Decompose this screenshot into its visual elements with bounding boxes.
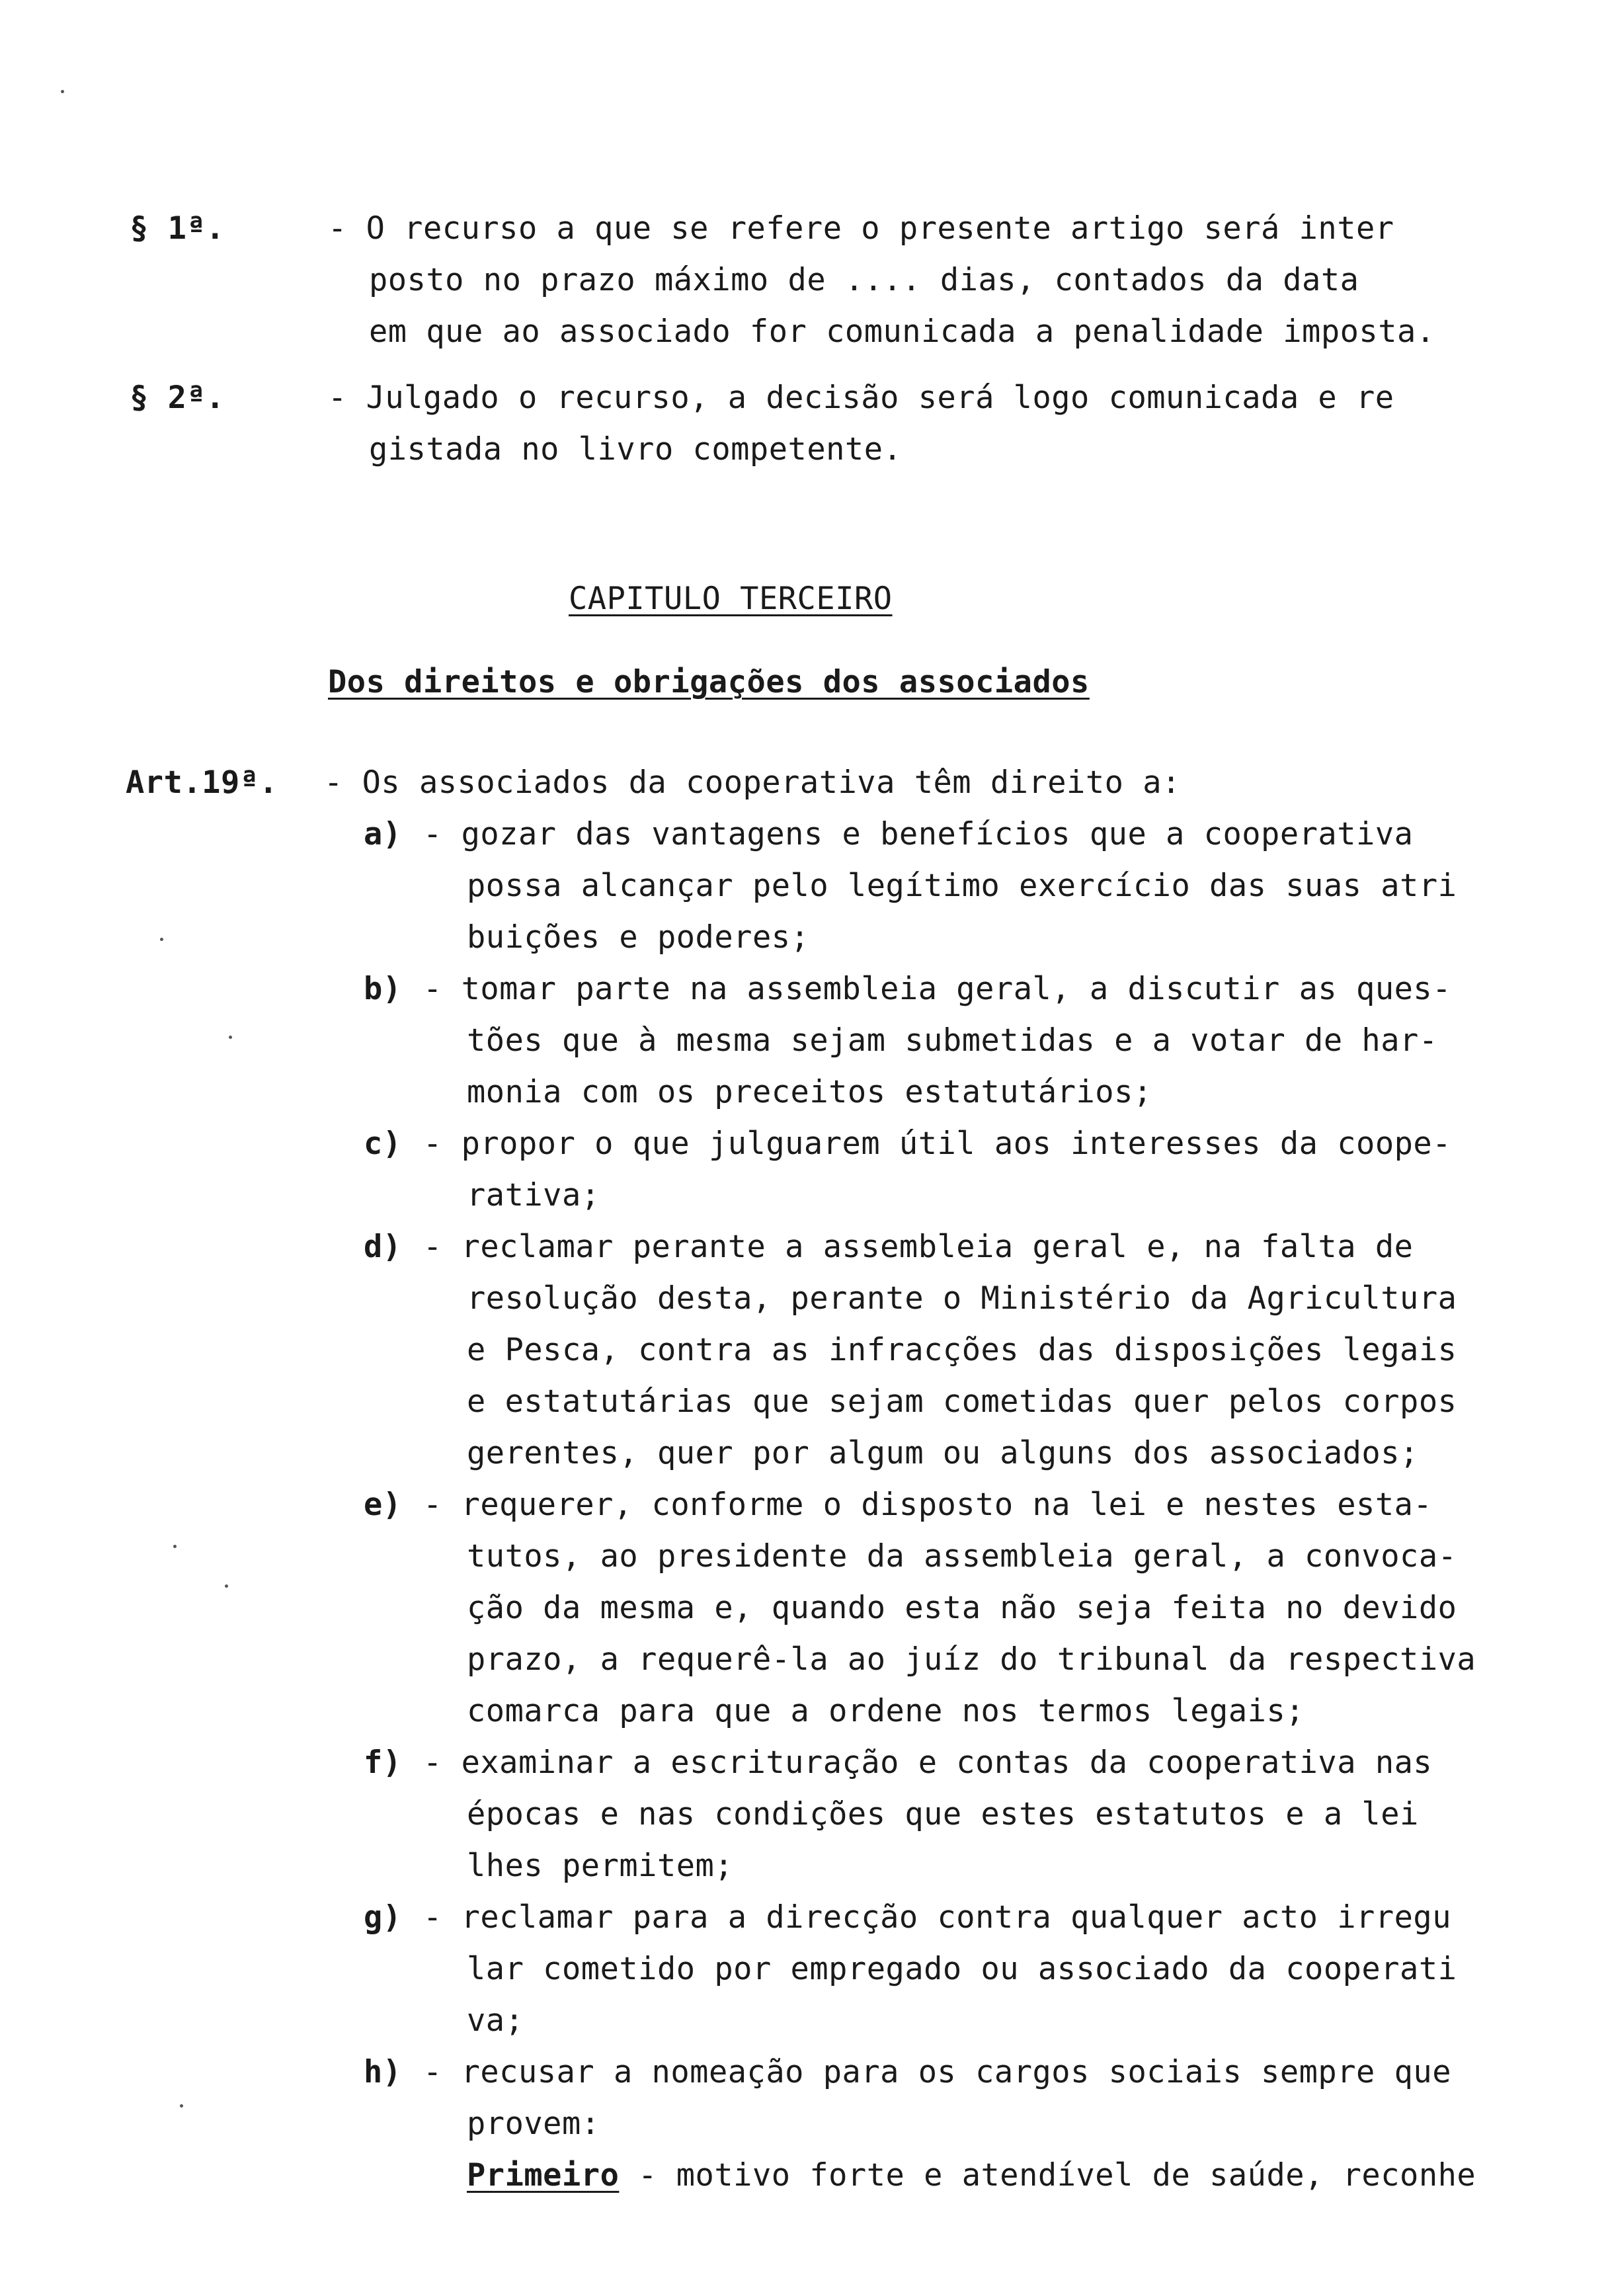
section-title: Dos direitos e obrigações dos associados xyxy=(328,664,1090,700)
scan-speck xyxy=(173,1545,177,1548)
item-f-marker: f) xyxy=(364,1744,402,1781)
paragraph-1-label: § 1ª. xyxy=(130,210,225,247)
paragraph-1-line-3: em que ao associado for comunicada a penalidade imposta. xyxy=(369,313,1435,350)
item-b-line-1: - tomar parte na assembleia geral, a discutir as ques- xyxy=(423,971,1452,1007)
item-h-line-2: provem: xyxy=(467,2106,600,2142)
item-c-line-1: - propor o que julguarem útil aos interesses da coope- xyxy=(423,1126,1452,1162)
paragraph-2-line-2: gistada no livro competente. xyxy=(369,431,903,468)
item-d-line-2: resolução desta, perante o Ministério da Agricultura xyxy=(467,1280,1457,1317)
item-h-marker: h) xyxy=(364,2054,402,2090)
scan-speck xyxy=(160,938,163,941)
item-c-line-2: rativa; xyxy=(467,1177,600,1213)
item-a-line-1: - gozar das vantagens e benefícios que a cooperativa xyxy=(423,816,1414,852)
item-d-line-5: gerentes, quer por algum ou alguns dos associados; xyxy=(467,1435,1419,1471)
scan-speck xyxy=(180,2104,183,2108)
item-e-line-1: - requerer, conforme o disposto na lei e nestes esta- xyxy=(423,1487,1433,1523)
item-a-line-3: buições e poderes; xyxy=(467,919,810,956)
scan-speck xyxy=(61,90,64,93)
primeiro-text: - motivo forte e atendível de saúde, reconhe xyxy=(619,2157,1476,2194)
item-g-line-3: va; xyxy=(467,2002,524,2039)
item-c-marker: c) xyxy=(364,1126,402,1162)
scan-speck xyxy=(225,1584,228,1588)
primeiro-label: Primeiro xyxy=(467,2157,620,2194)
item-f-line-3: lhes permitem; xyxy=(467,1848,734,1884)
item-e-line-4: prazo, a requerê-la ao juíz do tribunal da respectiva xyxy=(467,1641,1476,1678)
paragraph-2-line-1: - Julgado o recurso, a decisão será logo comunicada e re xyxy=(328,380,1394,416)
item-e-marker: e) xyxy=(364,1487,402,1523)
article-intro: - Os associados da cooperativa têm direito a: xyxy=(324,764,1181,801)
item-f-line-1: - examinar a escrituração e contas da cooperativa nas xyxy=(423,1744,1433,1781)
item-g-marker: g) xyxy=(364,1899,402,1936)
item-e-line-2: tutos, ao presidente da assembleia geral, a convoca- xyxy=(467,1538,1457,1575)
item-f-line-2: épocas e nas condições que estes estatutos e a lei xyxy=(467,1796,1419,1832)
primeiro-line xyxy=(467,2157,1476,2194)
item-b-marker: b) xyxy=(364,971,402,1007)
item-d-line-1: - reclamar perante a assembleia geral e, na falta de xyxy=(423,1229,1414,1265)
item-d-marker: d) xyxy=(364,1229,402,1265)
item-g-line-1: - reclamar para a direcção contra qualquer acto irregu xyxy=(423,1899,1452,1936)
article-label: Art.19ª. xyxy=(126,764,278,801)
item-d-line-4: e estatutárias que sejam cometidas quer pelos corpos xyxy=(467,1383,1457,1420)
item-e-line-3: ção da mesma e, quando esta não seja feita no devido xyxy=(467,1590,1457,1626)
item-g-line-2: lar cometido por empregado ou associado da cooperati xyxy=(467,1951,1457,1987)
scan-speck xyxy=(229,1036,232,1039)
item-d-line-3: e Pesca, contra as infracções das disposições legais xyxy=(467,1332,1457,1368)
paragraph-2-label: § 2ª. xyxy=(130,380,225,416)
item-b-line-2: tões que à mesma sejam submetidas e a votar de har- xyxy=(467,1022,1438,1059)
item-a-marker: a) xyxy=(364,816,402,852)
paragraph-1-line-1: - O recurso a que se refere o presente artigo será inter xyxy=(328,210,1394,247)
item-h-line-1: - recusar a nomeação para os cargos sociais sempre que xyxy=(423,2054,1452,2090)
chapter-title: CAPITULO TERCEIRO xyxy=(569,581,893,617)
paragraph-1-line-2: posto no prazo máximo de .... dias, contados da data xyxy=(369,262,1359,298)
item-e-line-5: comarca para que a ordene nos termos legais; xyxy=(467,1693,1305,1729)
item-b-line-3: monia com os preceitos estatutários; xyxy=(467,1074,1152,1110)
item-a-line-2: possa alcançar pelo legítimo exercício das suas atri xyxy=(467,868,1457,904)
